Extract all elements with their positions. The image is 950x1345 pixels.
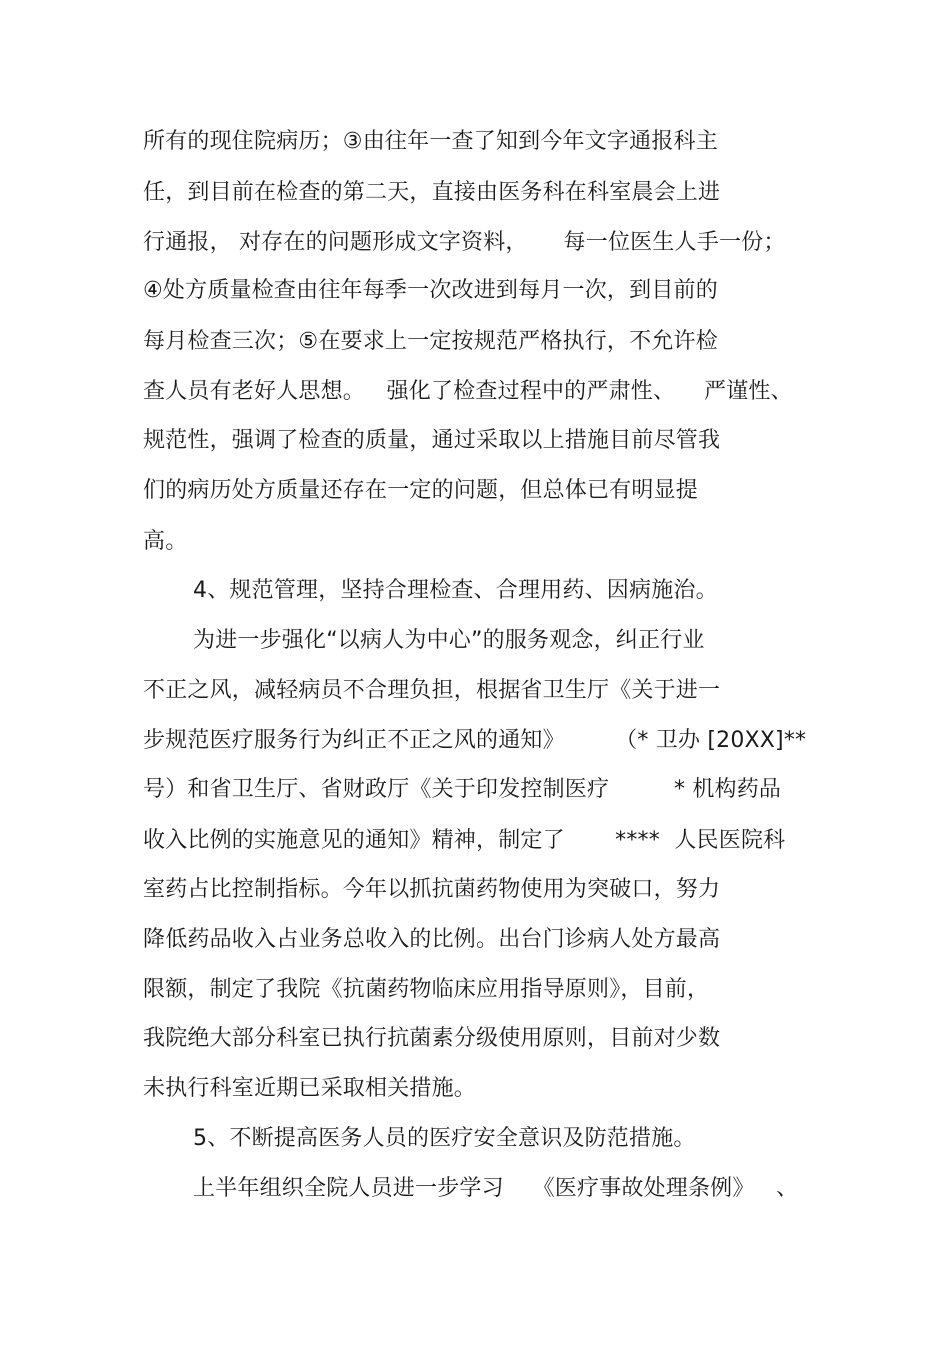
text-line: 限额，制定了我院《抗菌药物临床应用指导原则》，目前，: [143, 977, 710, 1002]
text-line: 降低药品收入占业务总收入的比例。出台门诊病人处方最高: [143, 927, 721, 952]
text-line: 所有的现住院病历；③由往年一查了知到今年文字通报科主: [143, 129, 718, 154]
text-line: ④处方质量检查由往年每季一次改进到每月一次，到目前的: [143, 278, 718, 303]
text-line: 任，到目前在检查的第二天，直接由医务科在科室晨会上进: [143, 180, 721, 205]
text-line: 上半年组织全院人员进一步学习 《医疗事故处理条例》 、: [193, 1176, 799, 1201]
section-heading: 5、不断提高医务人员的医疗安全意识及防范措施。: [193, 1126, 696, 1151]
text-line: 我院绝大部分科室已执行抗菌素分级使用原则，目前对少数: [143, 1026, 721, 1051]
text-line: 查人员有老好人思想。 强化了检查过程中的严肃性、 严谨性、: [143, 379, 793, 404]
text-line: 不正之风，减轻病员不合理负担，根据省卫生厅《关于进一: [143, 678, 721, 703]
text-line: 为进一步强化“以病人为中心”的服务观念，纠正行业: [193, 628, 705, 653]
text-line: 收入比例的实施意见的通知》精神，制定了 **** 人民医院科: [143, 828, 786, 853]
text-line: 高。: [143, 529, 188, 554]
text-line: 步规范医疗服务行为纠正不正之风的通知》 （* 卫办 [20XX]**: [143, 728, 807, 753]
text-line: 们的病历处方质量还存在一定的问题，但总体已有明显提: [143, 478, 699, 503]
text-line: 行通报， 对存在的问题形成文字资料， 每一位医生人手一份；: [143, 230, 786, 255]
text-line: 未执行科室近期已采取相关措施。: [143, 1076, 477, 1101]
text-line: 规范性，强调了检查的质量，通过采取以上措施目前尽管我: [143, 428, 721, 453]
section-heading: 4、规范管理，坚持合理检查、合理用药、因病施治。: [193, 578, 718, 603]
text-line: 每月检查三次；⑤在要求上一定按规范严格执行，不允许检: [143, 329, 718, 354]
text-line: 室药占比控制指标。今年以抓抗菌药物使用为突破口，努力: [143, 877, 721, 902]
text-line: 号）和省卫生厅、省财政厅《关于印发控制医疗 * 机构药品: [143, 777, 782, 802]
